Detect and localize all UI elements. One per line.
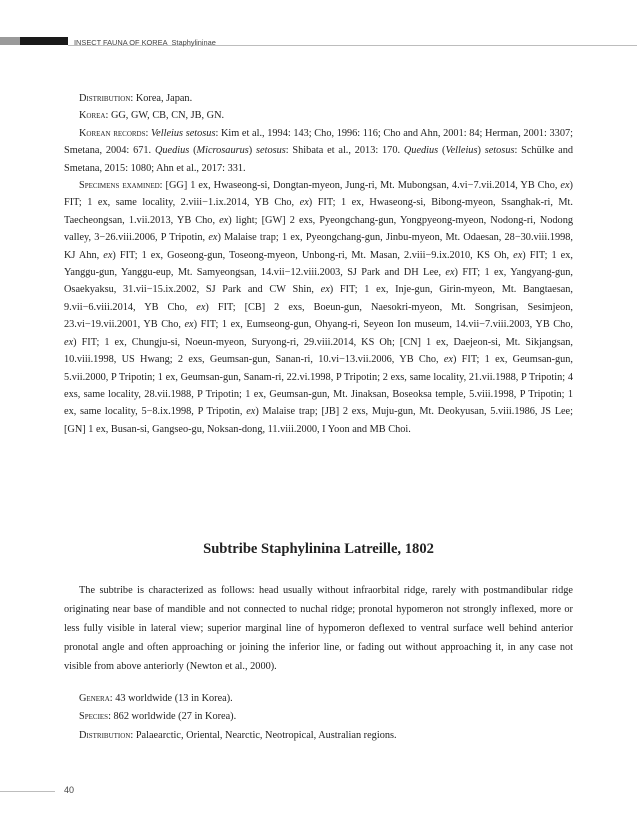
korea-paragraph: Korea: GG, GW, CB, CN, JB, GN. [79,110,225,122]
distribution-paragraph: Distribution: Palaearctic, Oriental, Nearctic, Neotropical, Australian regions. [79,729,397,741]
specimen-text: ) FIT; 1 ex, Geumsan-gun, 5.vii.2000, P Tripotin; 1 ex, Geumsan-gun, Sanam-ri, 22.vi.1998, P Tripotin; 2 exs, same locality, 21.vii.1988, P Tripotin; 4 exs, same locality, 28.vii.1988, P Tripotin; 1 ex, Geumsan-gun, Mt. Jinaksan, Boseoksa temple, 5.viii.1998, P Tripotin; 1 ex, same locality, 5−8.ix.1998, P Tripotin, [64,354,573,418]
specimen-ex: ex [513,249,523,261]
subtribe-facts [64,690,573,745]
korea-text: GG, GW, CB, CN, JB, GN. [110,110,225,122]
taxon-name: Velleius [445,145,478,157]
taxon-name: Quedius [154,145,190,157]
running-subtitle: Staphylininae [171,38,216,47]
specimen-text: ) FIT; 1 ex, Yanggu-gun, Yanggu-eup, Mt. Samyeongsan, 14.vii−12.viii.2003, SJ Park and DH Lee, [64,249,573,279]
specimen-ex: ex [103,249,113,261]
specimen-ex: ex [445,267,455,279]
taxon-name: Quedius [403,145,439,157]
distribution-text: Korea, Japan. [135,93,193,104]
record-text: ) [477,145,485,157]
page-number: 40 [64,785,75,795]
specimen-text: ) FIT; 1 ex, Inje-gun, Girin-myeon, Mt. Bangtaesan, 9.vii−6.viii.2014, YB Cho, [64,284,573,313]
distribution-text: Palaearctic, Oriental, Nearctic, Neotropical, Australian regions. [135,729,397,741]
korean-records-paragraph: Korean records: Velleius setosus: Kim et al., 1994: 143; Cho, 1996: 116; Cho and Ahn, 2001: 84; Herman, 2001: 3307; Smetana, 2004: 671. Quedius (Microsaurus) setosus: Shibata et al., 2013: 170. Quedius (Velleius) setosus: Schülke and Smetana, 2015: 1080; Ahn et al., 2017: 331. [64,127,573,174]
specimen-text: ) FIT; 1 ex, Chungju-si, Noeun-myeon, Suryong-ri, 29.viii.2014, KS Oh; [CN] 1 ex, Daejeon-si, Mt. Sikjangsan, 10.viii.1998, US Hwang; 2 exs, Geumsan-gun, Sanan-ri, 10.vi−13.vii.2006, YB Cho, [64,336,573,366]
section-title: Subtribe Staphylinina Latreille, 1802 [203,541,434,557]
running-title: INSECT FAUNA OF KOREA [74,38,168,47]
running-head [74,38,216,47]
species-label: Species [79,711,109,723]
taxon-name: setosus [484,145,515,157]
record-text: ( [438,145,446,157]
specimen-text: [GG] 1 ex, Hwaseong-si, Dongtan-myeon, Jung-ri, Mt. Mubongsan, 4.vi−7.vii.2014, YB Cho, [162,180,561,192]
specimen-ex: ex [208,232,218,244]
specimen-text: ) FIT; 1 ex, Goseong-gun, Toseong-myeon, Unbong-ri, Mt. Masan, 2.viii−9.ix.2010, KS Oh, [112,249,514,261]
genera-text: 43 worldwide (13 in Korea). [115,693,233,704]
specimen-ex: ex [320,284,330,296]
record-text: : Shibata et al., 2013: 170. [285,145,404,157]
intro-paragraph: The subtribe is characterized as follows: head usually without infraorbital ridge, rarely with postmandibular ridge originating near base of mandible and not connected to nuchal ridge; pronotal hypomeron not strongly inflexed, more or less fully visible in lateral view; superior marginal line of hypomeron deflexed to ventral surface well behind anterior pronotal angle and often approaching or joining the inferior line, or fading out without approaching it, in any case not visible from above anteriorly (Newton et al., 2000). [64,585,573,672]
specimens-label: Specimens examined [79,180,160,192]
distribution-paragraph: Distribution: Korea, Japan. [79,93,193,104]
specimen-text: ) Malaise trap; 1 ex, Pyeongchang-gun, Jinbu-myeon, Mt. Odaesan, 28−30.viii.1998, KJ Ahn, [64,232,573,261]
specimen-ex: ex [184,319,194,331]
genera-paragraph: Genera: 43 worldwide (13 in Korea). [79,693,233,704]
korean-records-label: Korean records [79,127,146,139]
species-text: 862 worldwide (27 in Korea). [113,711,237,723]
specimen-text: ) FIT; 1 ex, Eumseong-gun, Ohyang-ri, Seyeon Ion museum, 14.vii−7.viii.2003, YB Cho, [193,319,573,331]
subtribe-description [64,582,573,677]
korea-label: Korea [79,110,106,122]
specimen-ex: ex [64,336,74,348]
record-text: : Kim et al., 1994: 143; Cho, 1996: 116; Cho and Ahn, 2001: 84; Herman, 2001: 3307; Smetana, 2004: 671. [64,127,573,157]
specimens-paragraph: Specimens examined: [GG] 1 ex, Hwaseong-si, Dongtan-myeon, Jung-ri, Mt. Mubongsan, 4.vi−7.vii.2014, YB Cho, ex) FIT; 1 ex, same locality, 2.viii−1.ix.2014, YB Cho, ex) FIT; 1 ex, Hwaseong-si, Bibong-myeon, Ssanghak-ri, Mt. Taecheongsan, 1.vii.2013, YB Cho, ex) light; [GW] 2 exs, Pyeongchang-gun, Yongpyeong-myeon, Nodong-ri, Nodong valley, 3−26.viii.2006, P Tripotin, ex) Malaise trap; 1 ex, Pyeongchang-gun, Jinbu-myeon, Mt. Odaesan, 28−30.viii.1998, KJ Ahn, ex) FIT; 1 ex, Goseong-gun, Toseong-myeon, Unbong-ri, Mt. Masan, 2.viii−9.ix.2010, KS Oh, ex) FIT; 1 ex, Yanggu-gun, Yanggu-eup, Mt. Samyeongsan, 14.vii−12.viii.2003, SJ Park and DH Lee, ex) FIT; 1 ex, Yangyang-gun, Osaekyaksu, 31.vii−15.ix.2002, SJ Park and CW Shin, ex) FIT; 1 ex, Inje-gun, Girin-myeon, Mt. Bangtaesan, 9.vii−6.viii.2014, YB Cho, ex) FIT; [CB] 2 exs, Boeun-gun, Naesokri-myeon, Mt. Songrisan, Sesimjeon, 23.vi−19.vii.2001, YB Cho, ex) FIT; 1 ex, Eumseong-gun, Ohyang-ri, Seyeon Ion museum, 14.vii−7.viii.2003, YB Cho, ex) FIT; 1 ex, Chungju-si, Noeun-myeon, Suryong-ri, 29.viii.2014, KS Oh; [CN] 1 ex, Daejeon-si, Mt. Sikjangsan, 10.viii.1998, US Hwang; 2 exs, Geumsan-gun, Sanan-ri, 10.vi−13.vii.2006, YB Cho, ex) FIT; 1 ex, Geumsan-gun, 5.vii.2000, P Tripotin; 1 ex, Geumsan-gun, Sanam-ri, 22.vi.1998, P Tripotin; 2 exs, same locality, 21.vii.1988, P Tripotin; 4 exs, same locality, 28.vii.1988, P Tripotin; 1 ex, Geumsan-gun, Mt. Jinaksan, Boseoksa temple, 5.viii.1998, P Tripotin; 1 ex, same locality, 5−8.ix.1998, P Tripotin, ex) Malaise trap; [JB] 2 exs, Muju-gun, Mt. Deokyusan, 5.viii.1986, JS Lee; [GN] 1 ex, Busan-si, Gangseo-gu, Noksan-dong, 11.viii.2000, I Yoon and MB Choi. [64,180,573,435]
specimen-ex: ex [196,301,206,313]
record-text: ) [248,145,257,157]
record-text: ( [189,145,197,157]
specimen-text: ) FIT; 1 ex, Hwaseong-si, Bibong-myeon, Ssanghak-ri, Mt. Taecheongsan, 1.vii.2013, YB Cho, [64,197,573,226]
record-text: : Schülke and Smetana, 2015: 1080; Ahn et al., 2017: 331. [64,145,573,174]
taxon-name: Velleius setosus [151,127,216,139]
specimen-ex: ex [299,197,309,209]
specimen-ex: ex [443,354,453,366]
specimen-text: ) FIT; [CB] 2 exs, Boeun-gun, Naesokri-myeon, Mt. Songrisan, Sesimjeon, 23.vi−19.vii.2001, YB Cho, [64,301,573,331]
distribution-label: Distribution [79,729,131,741]
genera-label: Genera [79,693,110,704]
species-account [64,90,573,438]
specimen-text: ) light; [GW] 2 exs, Pyeongchang-gun, Yongpyeong-myeon, Nodong-ri, Nodong valley, 3−26.viii.2006, P Tripotin, [64,214,573,244]
header-bar-gray [0,37,20,45]
specimen-text: ) FIT; 1 ex, Yangyang-gun, Osaekyaksu, 31.vii−15.ix.2002, SJ Park and CW Shin, [64,267,573,296]
footer-rule [0,791,55,792]
specimen-ex: ex [219,214,229,226]
specimen-ex: ex [560,180,570,192]
distribution-label: Distribution [79,93,131,104]
specimen-text: ) Malaise trap; [JB] 2 exs, Muju-gun, Mt. Deokyusan, 5.viii.1986, JS Lee; [GN] 1 ex, Busan-si, Gangseo-gu, Noksan-dong, 11.viii.2000, I Yoon and MB Choi. [64,406,573,435]
taxon-name: Microsaurus [196,145,249,157]
species-paragraph: Species: 862 worldwide (27 in Korea). [79,711,237,723]
specimen-ex: ex [246,406,256,418]
header-bar-black [20,37,68,45]
specimen-text: ) FIT; 1 ex, same locality, 2.viii−1.ix.2014, YB Cho, [64,180,573,209]
taxon-name: setosus [256,145,286,157]
